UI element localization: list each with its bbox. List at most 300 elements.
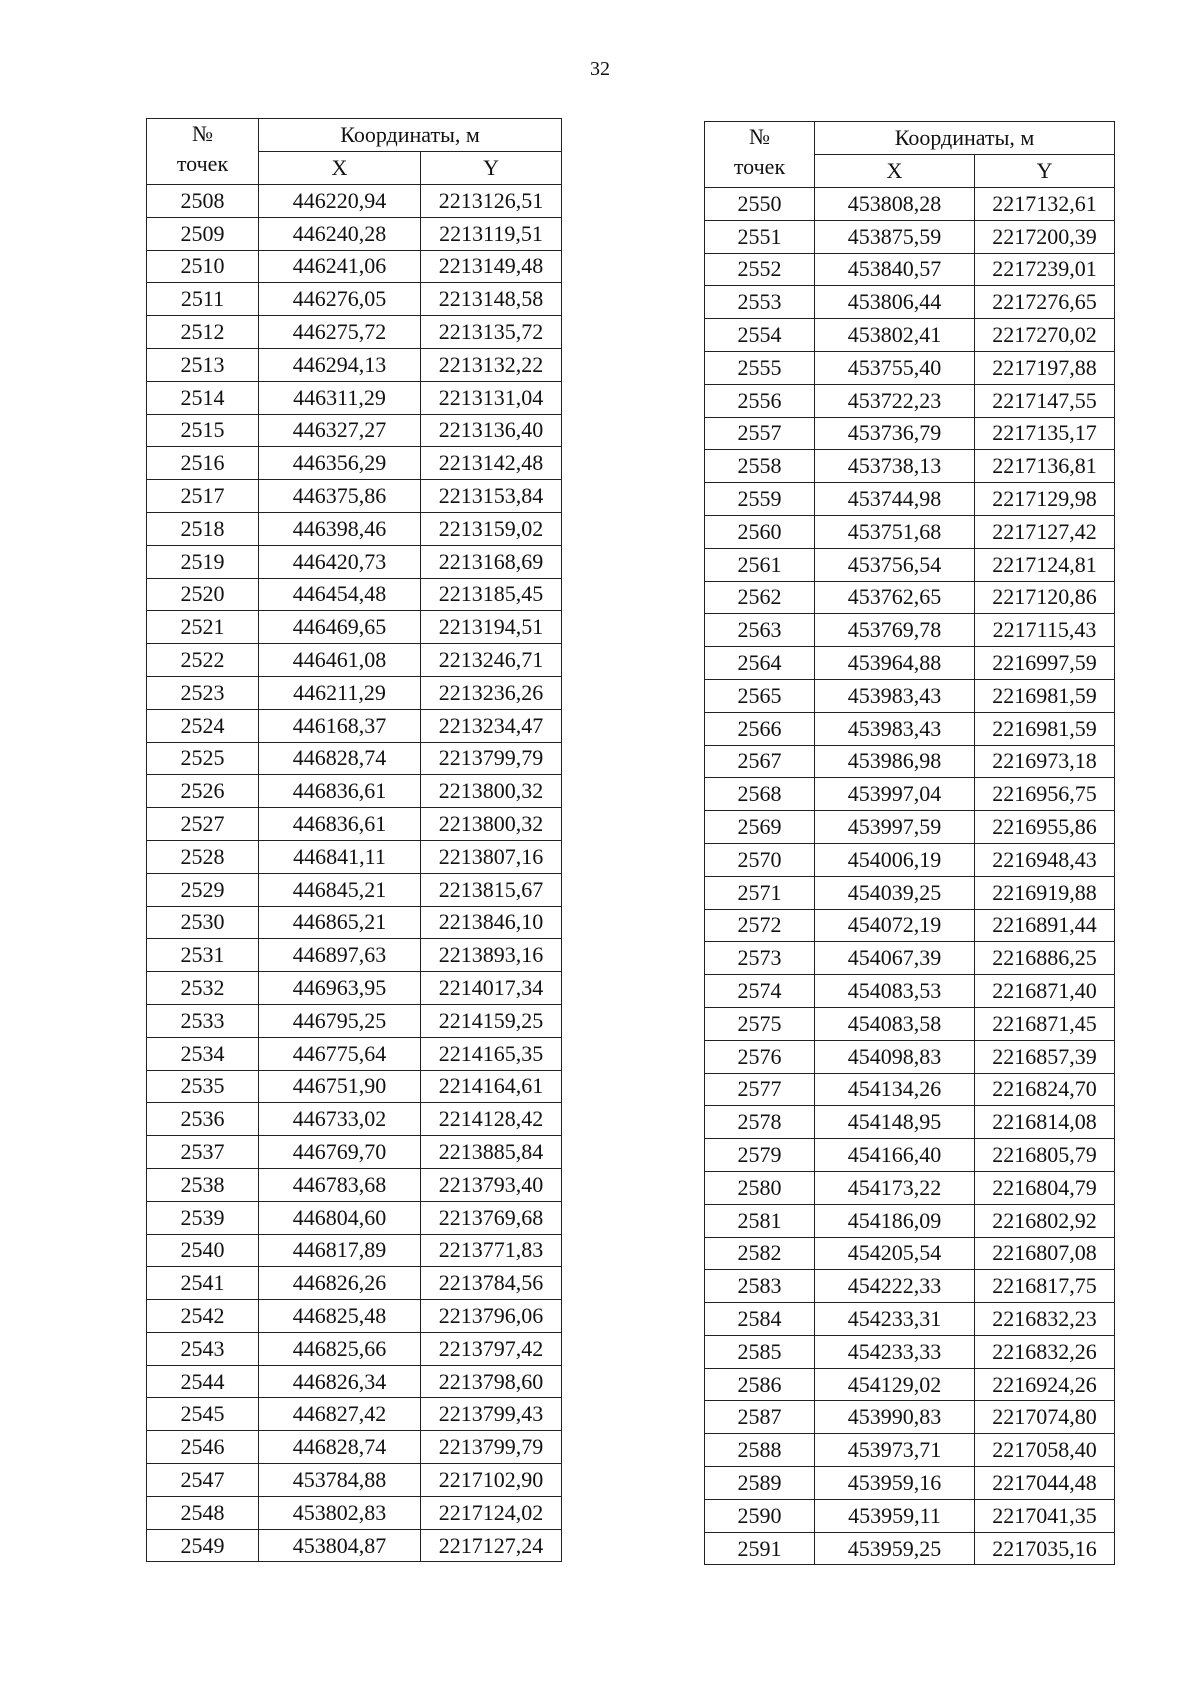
x-coordinate-cell: 454006,19 [815,843,975,876]
x-coordinate-cell: 446826,34 [259,1365,421,1398]
header-coordinates: Координаты, м [259,119,562,152]
point-number-cell: 2528 [147,840,259,873]
point-number-cell: 2530 [147,906,259,939]
y-coordinate-cell: 2213234,47 [421,709,562,742]
table-row [147,906,562,939]
y-coordinate-cell: 2216807,08 [975,1237,1115,1270]
y-coordinate-cell: 2213142,48 [421,447,562,480]
page-number: 32 [590,58,610,80]
x-coordinate-cell: 446276,05 [259,283,421,316]
x-coordinate-cell: 453875,59 [815,220,975,253]
point-number-cell: 2512 [147,316,259,349]
point-number-cell: 2537 [147,1136,259,1169]
point-number-cell: 2588 [705,1434,815,1467]
table-row [705,1368,1115,1401]
table-row [147,840,562,873]
table-row [705,581,1115,614]
point-number-cell: 2570 [705,843,815,876]
x-coordinate-cell: 454039,25 [815,876,975,909]
table-row [147,1267,562,1300]
y-coordinate-cell: 2213796,06 [421,1300,562,1333]
table-row [147,316,562,349]
y-coordinate-cell: 2216948,43 [975,843,1115,876]
table-row [705,1401,1115,1434]
point-number-cell: 2546 [147,1431,259,1464]
point-number-cell: 2574 [705,975,815,1008]
table-row [147,1398,562,1431]
point-number-cell: 2591 [705,1532,815,1565]
y-coordinate-cell: 2216973,18 [975,745,1115,778]
table-row [705,909,1115,942]
point-number-cell: 2508 [147,185,259,218]
table-row [705,1139,1115,1172]
x-coordinate-cell: 453997,04 [815,778,975,811]
table-row [147,348,562,381]
table-row [705,483,1115,516]
table-row [705,1434,1115,1467]
x-coordinate-cell: 446240,28 [259,217,421,250]
point-number-cell: 2548 [147,1496,259,1529]
y-coordinate-cell: 2217136,81 [975,450,1115,483]
x-coordinate-cell: 454067,39 [815,942,975,975]
point-number-cell: 2534 [147,1037,259,1070]
table-row [705,843,1115,876]
y-coordinate-cell: 2213131,04 [421,381,562,414]
table-row [705,450,1115,483]
table-row [705,319,1115,352]
x-coordinate-cell: 453840,57 [815,253,975,286]
point-number-cell: 2538 [147,1168,259,1201]
x-coordinate-cell: 454083,58 [815,1007,975,1040]
x-coordinate-cell: 446825,66 [259,1332,421,1365]
point-number-cell: 2526 [147,775,259,808]
table-row [147,1037,562,1070]
y-coordinate-cell: 2216955,86 [975,811,1115,844]
y-coordinate-cell: 2214165,35 [421,1037,562,1070]
x-coordinate-cell: 446841,11 [259,840,421,873]
table-row [147,217,562,250]
x-coordinate-cell: 446828,74 [259,1431,421,1464]
table-row [147,1365,562,1398]
table-row [147,480,562,513]
coordinates-table-right [704,121,1115,1565]
table-row [147,414,562,447]
table-row [705,384,1115,417]
x-coordinate-cell: 453990,83 [815,1401,975,1434]
point-number-cell: 2589 [705,1467,815,1500]
x-coordinate-cell: 454148,95 [815,1106,975,1139]
table-row [147,1103,562,1136]
table-row [705,942,1115,975]
x-coordinate-cell: 446420,73 [259,545,421,578]
table-row [147,939,562,972]
point-number-cell: 2519 [147,545,259,578]
x-coordinate-cell: 453751,68 [815,515,975,548]
point-number-cell: 2566 [705,712,815,745]
y-coordinate-cell: 2216871,45 [975,1007,1115,1040]
x-coordinate-cell: 446826,26 [259,1267,421,1300]
x-coordinate-cell: 446865,21 [259,906,421,939]
point-number-cell: 2558 [705,450,815,483]
table-row [147,611,562,644]
point-number-cell: 2532 [147,972,259,1005]
y-coordinate-cell: 2217124,81 [975,548,1115,581]
table-row [705,1106,1115,1139]
table-row [147,1201,562,1234]
table-row [147,1464,562,1497]
x-coordinate-cell: 446375,86 [259,480,421,513]
table-row [705,515,1115,548]
x-coordinate-cell: 453756,54 [815,548,975,581]
y-coordinate-cell: 2216997,59 [975,647,1115,680]
point-number-cell: 2510 [147,250,259,283]
table-row [705,286,1115,319]
point-number-cell: 2520 [147,578,259,611]
table-row [705,417,1115,450]
header-points-label: точек [733,154,786,179]
y-coordinate-cell: 2213149,48 [421,250,562,283]
y-coordinate-cell: 2213148,58 [421,283,562,316]
y-coordinate-cell: 2217120,86 [975,581,1115,614]
y-coordinate-cell: 2217127,24 [421,1529,562,1562]
point-number-cell: 2572 [705,909,815,942]
point-number-cell: 2556 [705,384,815,417]
point-number-cell: 2522 [147,644,259,677]
point-number-cell: 2511 [147,283,259,316]
y-coordinate-cell: 2213799,79 [421,742,562,775]
y-coordinate-cell: 2216805,79 [975,1139,1115,1172]
y-coordinate-cell: 2213194,51 [421,611,562,644]
point-number-cell: 2509 [147,217,259,250]
point-number-cell: 2535 [147,1070,259,1103]
x-coordinate-cell: 453986,98 [815,745,975,778]
table-row [147,185,562,218]
table-row [705,1171,1115,1204]
x-coordinate-cell: 453744,98 [815,483,975,516]
x-coordinate-cell: 453736,79 [815,417,975,450]
x-coordinate-cell: 446733,02 [259,1103,421,1136]
y-coordinate-cell: 2213168,69 [421,545,562,578]
point-number-cell: 2561 [705,548,815,581]
table-row [147,1496,562,1529]
x-coordinate-cell: 453964,88 [815,647,975,680]
coordinates-table-left [146,118,562,1562]
table-row [147,1332,562,1365]
table-row [705,1270,1115,1303]
x-coordinate-cell: 454233,33 [815,1335,975,1368]
table-row [705,647,1115,680]
table-row [147,1070,562,1103]
table-row [705,548,1115,581]
point-number-cell: 2568 [705,778,815,811]
table-row [705,745,1115,778]
table-row [705,1467,1115,1500]
point-number-cell: 2579 [705,1139,815,1172]
x-coordinate-cell: 453755,40 [815,351,975,384]
x-coordinate-cell: 446795,25 [259,1004,421,1037]
x-coordinate-cell: 453802,83 [259,1496,421,1529]
y-coordinate-cell: 2213784,56 [421,1267,562,1300]
point-number-cell: 2543 [147,1332,259,1365]
x-coordinate-cell: 453997,59 [815,811,975,844]
table-row [147,676,562,709]
y-coordinate-cell: 2214017,34 [421,972,562,1005]
y-coordinate-cell: 2213126,51 [421,185,562,218]
point-number-cell: 2549 [147,1529,259,1562]
header-points-label: точек [176,151,229,176]
y-coordinate-cell: 2213793,40 [421,1168,562,1201]
point-number-cell: 2587 [705,1401,815,1434]
x-coordinate-cell: 454129,02 [815,1368,975,1401]
point-number-cell: 2531 [147,939,259,972]
y-coordinate-cell: 2213236,26 [421,676,562,709]
y-coordinate-cell: 2217102,90 [421,1464,562,1497]
table-row [705,712,1115,745]
point-number-cell: 2573 [705,942,815,975]
y-coordinate-cell: 2216981,59 [975,679,1115,712]
y-coordinate-cell: 2214159,25 [421,1004,562,1037]
y-coordinate-cell: 2216891,44 [975,909,1115,942]
table-row [705,614,1115,647]
y-coordinate-cell: 2213132,22 [421,348,562,381]
y-coordinate-cell: 2216824,70 [975,1073,1115,1106]
point-number-cell: 2576 [705,1040,815,1073]
x-coordinate-cell: 453722,23 [815,384,975,417]
y-coordinate-cell: 2217124,02 [421,1496,562,1529]
y-coordinate-cell: 2213815,67 [421,873,562,906]
point-number-cell: 2557 [705,417,815,450]
y-coordinate-cell: 2213807,16 [421,840,562,873]
y-coordinate-cell: 2216817,75 [975,1270,1115,1303]
x-coordinate-cell: 446769,70 [259,1136,421,1169]
x-coordinate-cell: 454233,31 [815,1303,975,1336]
point-number-cell: 2553 [705,286,815,319]
x-coordinate-cell: 453784,88 [259,1464,421,1497]
y-coordinate-cell: 2213799,43 [421,1398,562,1431]
x-coordinate-cell: 453804,87 [259,1529,421,1562]
y-coordinate-cell: 2214164,61 [421,1070,562,1103]
y-coordinate-cell: 2213185,45 [421,578,562,611]
y-coordinate-cell: 2213798,60 [421,1365,562,1398]
x-coordinate-cell: 454083,53 [815,975,975,1008]
x-coordinate-cell: 446327,27 [259,414,421,447]
x-coordinate-cell: 446836,61 [259,808,421,841]
point-number-cell: 2559 [705,483,815,516]
x-coordinate-cell: 446211,29 [259,676,421,709]
x-coordinate-cell: 454098,83 [815,1040,975,1073]
y-coordinate-cell: 2217058,40 [975,1434,1115,1467]
y-coordinate-cell: 2213135,72 [421,316,562,349]
x-coordinate-cell: 453769,78 [815,614,975,647]
table-row [705,1335,1115,1368]
y-coordinate-cell: 2213119,51 [421,217,562,250]
point-number-cell: 2567 [705,745,815,778]
table-body-right [705,188,1115,1565]
x-coordinate-cell: 453959,11 [815,1499,975,1532]
point-number-cell: 2518 [147,512,259,545]
x-coordinate-cell: 453802,41 [815,319,975,352]
x-coordinate-cell: 453973,71 [815,1434,975,1467]
point-number-cell: 2560 [705,515,815,548]
x-coordinate-cell: 453959,16 [815,1467,975,1500]
table-row [705,1040,1115,1073]
y-coordinate-cell: 2214128,42 [421,1103,562,1136]
table-row [147,1529,562,1562]
y-coordinate-cell: 2217115,43 [975,614,1115,647]
point-number-cell: 2577 [705,1073,815,1106]
x-coordinate-cell: 446845,21 [259,873,421,906]
table-row [705,1204,1115,1237]
table-row [147,283,562,316]
x-coordinate-cell: 453983,43 [815,679,975,712]
y-coordinate-cell: 2217127,42 [975,515,1115,548]
table-row [705,679,1115,712]
point-number-cell: 2525 [147,742,259,775]
table-row [147,972,562,1005]
header-x: X [259,152,421,185]
y-coordinate-cell: 2217035,16 [975,1532,1115,1565]
x-coordinate-cell: 454205,54 [815,1237,975,1270]
point-number-cell: 2544 [147,1365,259,1398]
x-coordinate-cell: 446454,48 [259,578,421,611]
y-coordinate-cell: 2213885,84 [421,1136,562,1169]
y-coordinate-cell: 2217200,39 [975,220,1115,253]
point-number-cell: 2542 [147,1300,259,1333]
point-number-cell: 2575 [705,1007,815,1040]
point-number-cell: 2578 [705,1106,815,1139]
x-coordinate-cell: 454134,26 [815,1073,975,1106]
y-coordinate-cell: 2216832,23 [975,1303,1115,1336]
point-number-cell: 2514 [147,381,259,414]
x-coordinate-cell: 453806,44 [815,286,975,319]
y-coordinate-cell: 2213800,32 [421,808,562,841]
point-number-cell: 2583 [705,1270,815,1303]
header-num-sign: № [749,124,770,149]
point-number-cell: 2564 [705,647,815,680]
y-coordinate-cell: 2216814,08 [975,1106,1115,1139]
table-row [147,775,562,808]
y-coordinate-cell: 2217276,65 [975,286,1115,319]
table-row [147,545,562,578]
table-row [705,1007,1115,1040]
table-row [147,1136,562,1169]
y-coordinate-cell: 2217270,02 [975,319,1115,352]
x-coordinate-cell: 446469,65 [259,611,421,644]
x-coordinate-cell: 454222,33 [815,1270,975,1303]
header-y: Y [975,155,1115,188]
x-coordinate-cell: 446220,94 [259,185,421,218]
table-row [705,811,1115,844]
point-number-cell: 2584 [705,1303,815,1336]
y-coordinate-cell: 2217074,80 [975,1401,1115,1434]
x-coordinate-cell: 446897,63 [259,939,421,972]
table-row [147,447,562,480]
y-coordinate-cell: 2216919,88 [975,876,1115,909]
table-row [705,778,1115,811]
point-number-cell: 2515 [147,414,259,447]
x-coordinate-cell: 446311,29 [259,381,421,414]
point-number-cell: 2565 [705,679,815,712]
table-row [705,188,1115,221]
point-number-cell: 2517 [147,480,259,513]
header-y: Y [421,152,562,185]
x-coordinate-cell: 446963,95 [259,972,421,1005]
point-number-cell: 2580 [705,1171,815,1204]
point-number-cell: 2541 [147,1267,259,1300]
table-row [147,1004,562,1037]
table-row [705,1237,1115,1270]
header-x: X [815,155,975,188]
y-coordinate-cell: 2216871,40 [975,975,1115,1008]
x-coordinate-cell: 446825,48 [259,1300,421,1333]
table-row [147,512,562,545]
x-coordinate-cell: 446294,13 [259,348,421,381]
table-row [705,1073,1115,1106]
x-coordinate-cell: 454186,09 [815,1204,975,1237]
x-coordinate-cell: 446783,68 [259,1168,421,1201]
y-coordinate-cell: 2216857,39 [975,1040,1115,1073]
table-row [147,1234,562,1267]
y-coordinate-cell: 2217197,88 [975,351,1115,384]
x-coordinate-cell: 446751,90 [259,1070,421,1103]
y-coordinate-cell: 2213893,16 [421,939,562,972]
header-point-number [705,122,815,188]
x-coordinate-cell: 446836,61 [259,775,421,808]
x-coordinate-cell: 446356,29 [259,447,421,480]
point-number-cell: 2527 [147,808,259,841]
point-number-cell: 2547 [147,1464,259,1497]
x-coordinate-cell: 454072,19 [815,909,975,942]
header-coordinates: Координаты, м [815,122,1115,155]
y-coordinate-cell: 2213797,42 [421,1332,562,1365]
x-coordinate-cell: 453959,25 [815,1532,975,1565]
y-coordinate-cell: 2213771,83 [421,1234,562,1267]
table-body-left [147,185,562,1562]
y-coordinate-cell: 2217132,61 [975,188,1115,221]
x-coordinate-cell: 454166,40 [815,1139,975,1172]
table-row [147,1431,562,1464]
y-coordinate-cell: 2213769,68 [421,1201,562,1234]
x-coordinate-cell: 453808,28 [815,188,975,221]
point-number-cell: 2545 [147,1398,259,1431]
y-coordinate-cell: 2213799,79 [421,1431,562,1464]
point-number-cell: 2562 [705,581,815,614]
point-number-cell: 2540 [147,1234,259,1267]
table-row [705,351,1115,384]
y-coordinate-cell: 2217129,98 [975,483,1115,516]
x-coordinate-cell: 446168,37 [259,709,421,742]
x-coordinate-cell: 446241,06 [259,250,421,283]
y-coordinate-cell: 2216804,79 [975,1171,1115,1204]
point-number-cell: 2524 [147,709,259,742]
x-coordinate-cell: 453983,43 [815,712,975,745]
y-coordinate-cell: 2217044,48 [975,1467,1115,1500]
table-row [705,1499,1115,1532]
y-coordinate-cell: 2213136,40 [421,414,562,447]
table-row [147,381,562,414]
table-row [705,253,1115,286]
x-coordinate-cell: 453738,13 [815,450,975,483]
y-coordinate-cell: 2217041,35 [975,1499,1115,1532]
y-coordinate-cell: 2216981,59 [975,712,1115,745]
table-row [147,250,562,283]
x-coordinate-cell: 454173,22 [815,1171,975,1204]
point-number-cell: 2569 [705,811,815,844]
x-coordinate-cell: 446461,08 [259,644,421,677]
point-number-cell: 2555 [705,351,815,384]
table-row [147,709,562,742]
x-coordinate-cell: 446775,64 [259,1037,421,1070]
